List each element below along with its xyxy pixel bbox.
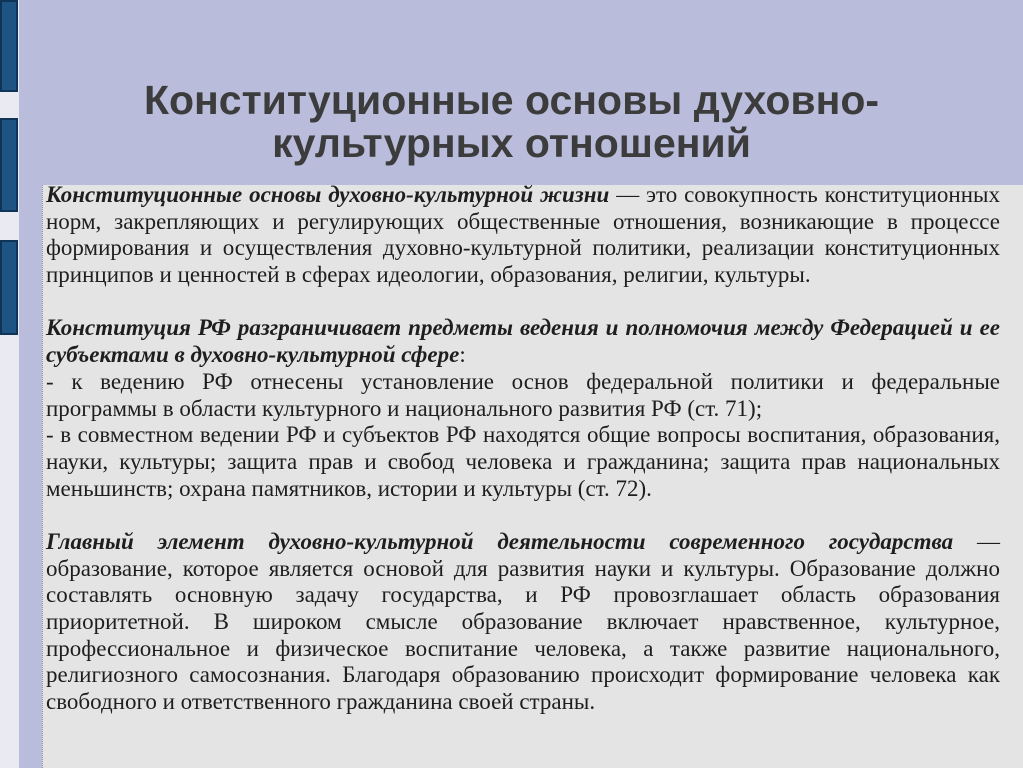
text-line (46, 689, 1000, 716)
text-line (46, 262, 1000, 289)
text-line (46, 582, 1000, 609)
list-item (46, 422, 1000, 502)
line-text: — это совокупность конституционных (609, 185, 1000, 207)
text-line (46, 636, 1000, 663)
line-text: норм, закрепляющих и регулирующих общественные отношения, возникающие в процессе (46, 208, 1000, 234)
text-line (46, 185, 1000, 209)
text-line (46, 609, 1000, 636)
text-line (46, 449, 1000, 476)
list-item (46, 369, 1000, 422)
text-line (46, 476, 1000, 503)
emphasis-text: Конституционные основы духовно-культурной жизни (46, 185, 610, 207)
text-line (46, 315, 1000, 342)
line-text: приоритетной. В широком смысле образование включает нравственное, культурное, (46, 609, 1000, 634)
line-text: свободного и ответственного гражданина своей страны. (46, 689, 596, 715)
competences-paragraph (46, 315, 1000, 502)
text-line (46, 342, 1000, 369)
emphasis-text: субъектами в духовно-культурной сфере (46, 342, 460, 368)
slide-title (0, 79, 1023, 165)
education-paragraph (46, 529, 1000, 716)
text-line (46, 556, 1000, 583)
text-line (46, 235, 1000, 262)
emphasis-text: Конституция РФ разграничивает предметы ведения и полномочия между Федерацией и ее (46, 315, 1000, 341)
line-text: формирования и осуществления духовно-культурной политики, реализации конституционных (46, 235, 1000, 261)
line-text: принципов и ценностей в сферах идеологии, образования, религии, культуры. (46, 262, 811, 288)
slide-title-line: культурных отношений (272, 120, 751, 166)
text-line (46, 662, 1000, 689)
line-text: : (459, 342, 466, 368)
blank-line (46, 502, 1000, 529)
line-text: науки, культуры; защита прав и свобод человека и гражданина; защита прав национальных (46, 448, 1000, 474)
definition-paragraph (46, 185, 1000, 289)
line-text: - к ведению РФ отнесены установление основ федеральной политики и федеральные (46, 368, 1000, 394)
slide-title-line: Конституционные основы духовно- (143, 77, 880, 123)
text-line (46, 396, 1000, 423)
line-text: профессиональное и физическое воспитание человека, а также развитие национального, (46, 635, 1000, 661)
line-text: составлять основную задачу государства, и РФ провозглашает область образования (46, 582, 1000, 608)
line-text: религиозного самосознания. Благодаря образованию происходит формирование человека как (46, 662, 1000, 688)
line-text: образование, которое является основой для развития науки и культуры. Образование должно (46, 555, 1000, 581)
line-text: программы в области культурного и национального развития РФ (ст. 71); (46, 395, 763, 421)
blank-line (46, 289, 1000, 316)
text-line (46, 422, 1000, 449)
line-text: меньшинств; охрана памятников, истории и культуры (ст. 72). (46, 475, 652, 501)
line-text: - в совместном ведении РФ и субъектов РФ находятся общие вопросы воспитания, образования, (46, 422, 1000, 448)
emphasis-text: Главный элемент духовно-культурной деятельности современного государства (46, 528, 954, 554)
text-line (46, 369, 1000, 396)
text-line (46, 529, 1000, 556)
content-box (42, 185, 1023, 768)
decorative-bar (0, 240, 18, 335)
text-line (46, 209, 1000, 236)
content-text (46, 185, 1000, 716)
line-text: — (953, 528, 1001, 554)
